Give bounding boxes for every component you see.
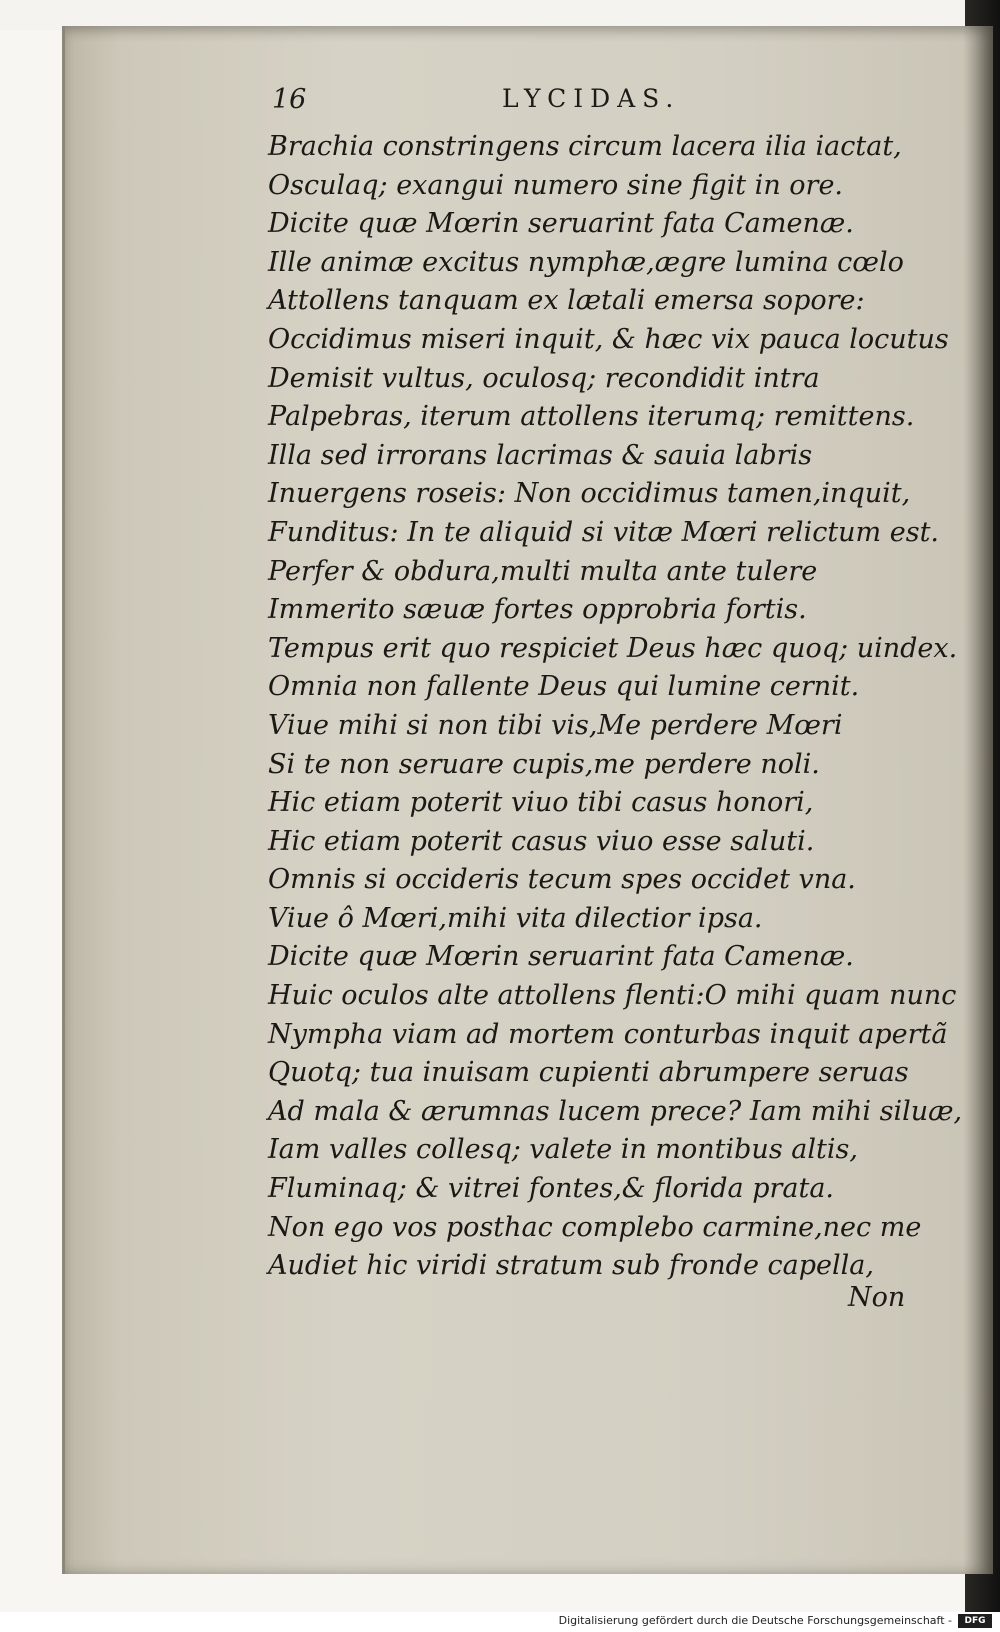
verse-line: Immerito sæuæ fortes opprobria fortis.	[268, 594, 807, 626]
verse-line: Inuergens roseis: Non occidimus tamen,inquit,	[268, 478, 911, 510]
verse-line: Demisit vultus, oculosq; recondidit intra	[268, 362, 820, 394]
verse-line: Ad mala & ærumnas lucem prece? Iam mihi siluæ,	[268, 1095, 963, 1127]
verse-line: Ille animæ excitus nymphæ,ægre lumina cœlo	[268, 246, 904, 278]
verse-line: Huic oculos alte attollens flenti:O mihi quam nunc	[268, 980, 957, 1012]
page-number: 16	[272, 84, 307, 115]
verse-line: Quotq; tua inuisam cupienti abrumpere seruas	[268, 1057, 909, 1089]
page-gutter-shadow	[963, 26, 993, 1574]
verse-line: Perfer & obdura,multi multa ante tulere	[268, 555, 818, 587]
verse-line: Si te non seruare cupis,me perdere noli.	[268, 748, 820, 780]
verse-line: Non ego vos posthac complebo carmine,nec me	[268, 1211, 922, 1243]
verse-line: Omnia non fallente Deus qui lumine cernit.	[268, 671, 860, 703]
verse-line: Fluminaq; & vitrei fontes,& florida prata.	[268, 1173, 835, 1205]
verse-line: Hic etiam poterit viuo tibi casus honori,	[268, 787, 814, 819]
funding-credit: Digitalisierung gefördert durch die Deutsche Forschungsgemeinschaft -	[558, 1614, 952, 1627]
verse-line: Tempus erit quo respiciet Deus hæc quoq; uindex.	[268, 632, 958, 664]
verse-line: Viue mihi si non tibi vis,Me perdere Mœri	[268, 709, 843, 741]
verse-line: Illa sed irrorans lacrimas & sauia labris	[268, 439, 813, 471]
verse-text	[268, 128, 963, 1286]
verse-line: Palpebras, iterum attollens iterumq; remittens.	[268, 401, 915, 433]
verse-line: Osculaq; exangui numero sine figit in ore.	[268, 169, 844, 201]
verse-line: Dicite quæ Mœrin seruarint fata Camenæ.	[268, 208, 854, 240]
running-title: LYCIDAS.	[502, 84, 681, 113]
verse-line: Dicite quæ Mœrin seruarint fata Camenæ.	[268, 941, 854, 973]
verse-line: Viue ô Mœri,mihi vita dilectior ipsa.	[268, 902, 763, 934]
page-header	[272, 84, 742, 124]
footer-bar	[0, 1612, 1000, 1632]
verse-line: Occidimus miseri inquit, & hæc vix pauca locutus	[268, 323, 949, 355]
dfg-logo: DFG	[958, 1614, 992, 1628]
verse-line: Hic etiam poterit casus viuo esse saluti.	[268, 825, 815, 857]
verse-line: Attollens tanquam ex lætali emersa sopore:	[268, 285, 865, 317]
catchword: Non	[848, 1282, 906, 1313]
verse-line: Brachia constringens circum lacera ilia iactat,	[268, 131, 902, 162]
verse-line: Omnis si occideris tecum spes occidet vna.	[268, 864, 856, 896]
verse-line: Funditus: In te aliquid si vitæ Mœri relictum est.	[268, 516, 940, 548]
verse-line: Nympha viam ad mortem conturbas inquit apertã	[268, 1018, 948, 1050]
verse-line: Audiet hic viridi stratum sub fronde capella,	[268, 1250, 874, 1282]
verse-line: Iam valles collesq; valete in montibus altis,	[268, 1134, 858, 1166]
